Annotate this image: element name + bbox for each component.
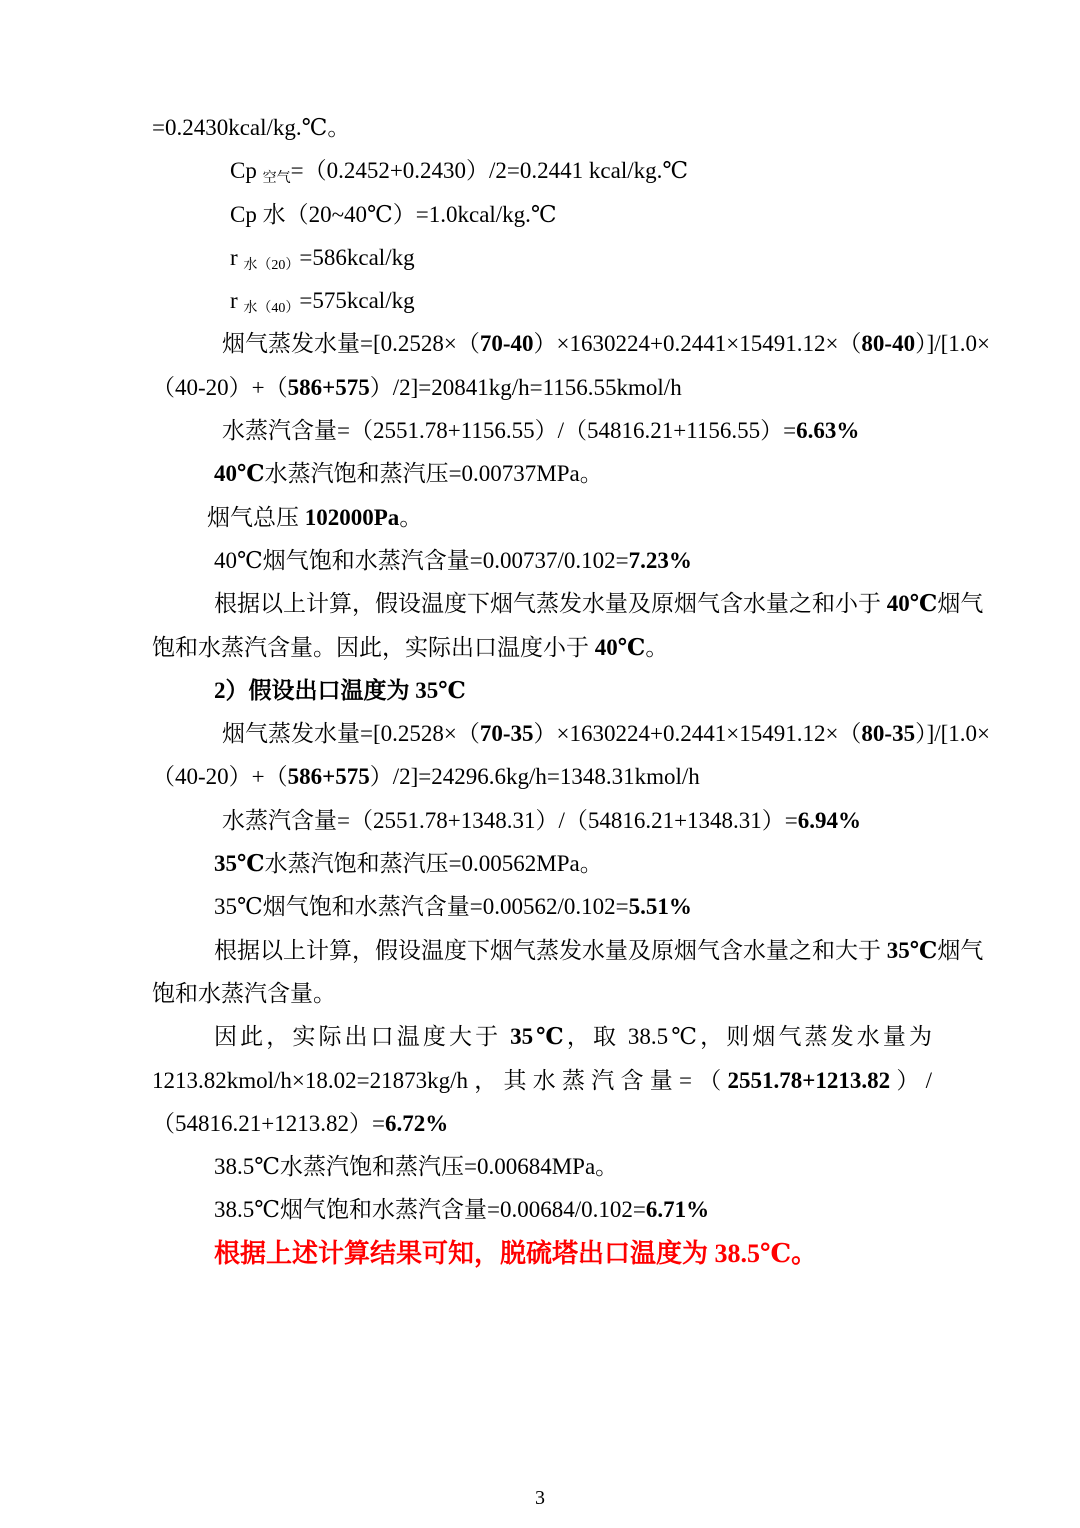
text-segment: ）]/[1.0× [915, 331, 991, 357]
text-line [152, 799, 932, 842]
text-segment: 1213.82kmol/h×18.02=21873kg/h，其水蒸汽含量=（ [152, 1067, 728, 1093]
text-line [152, 626, 932, 669]
page-number: 3 [535, 1487, 545, 1509]
text-segment: 。 [645, 634, 669, 660]
text-segment: Cp 水（20~40℃）=1.0kcal/kg.℃ [230, 201, 557, 227]
text-segment: 35℃ [886, 937, 938, 963]
text-segment: 烟气总压 [207, 504, 305, 530]
text-line [152, 582, 984, 625]
text-line [152, 149, 932, 192]
text-segment: （54816.21+1213.82）= [152, 1110, 385, 1136]
text-segment: 102000Pa [304, 504, 400, 530]
text-line [152, 755, 932, 798]
text-segment: 40℃烟气饱和水蒸汽含量=0.00737/0.102= [214, 547, 629, 573]
text-segment: ）×1630224+0.2441×15491.12×（ [533, 721, 862, 747]
text-segment: 7.23% [628, 547, 692, 573]
text-line [152, 1059, 932, 1102]
text-segment: 70-35 [479, 721, 534, 747]
text-line [152, 1232, 932, 1275]
text-segment: ）]/[1.0× [915, 721, 991, 747]
text-segment: r [230, 288, 244, 314]
text-segment: ）×1630224+0.2441×15491.12×（ [533, 331, 862, 357]
text-segment: 。 [791, 1238, 818, 1268]
text-segment: 根据以上计算，假设温度下烟气蒸发水量及原烟气含水量之和小于 [214, 591, 887, 617]
text-segment: 水蒸汽饱和蒸汽压=0.00562MPa。 [264, 851, 603, 877]
text-segment: ）/ [890, 1067, 933, 1093]
text-line [152, 409, 932, 452]
text-segment: ）/2]=20841kg/h=1156.55kmol/h [369, 374, 682, 400]
text-segment: 根据以上计算，假设温度下烟气蒸发水量及原烟气含水量之和大于 [214, 937, 887, 963]
text-segment: 饱和水蒸汽含量。因此，实际出口温度小于 [152, 634, 595, 660]
text-segment: 40℃ [214, 461, 265, 487]
text-segment: 6.63% [796, 418, 860, 444]
text-line [152, 669, 932, 712]
text-segment: 水蒸汽含量=（2551.78+1348.31）/（54816.21+1348.31）= [222, 807, 798, 833]
document-body [152, 106, 991, 1275]
text-segment: 35℃烟气饱和水蒸汽含量=0.00562/0.102= [214, 894, 629, 920]
text-segment: 35℃ [510, 1024, 567, 1050]
text-segment: 6.72% [384, 1110, 449, 1136]
text-line [152, 712, 991, 755]
text-line [152, 1102, 932, 1145]
text-segment: 饱和水蒸汽含量。 [152, 980, 336, 1006]
subscript-text: 水（20） [243, 257, 300, 273]
text-line [152, 452, 932, 495]
text-segment: （40-20）+（ [152, 374, 288, 400]
text-segment: 烟气蒸发水量=[0.2528×（ [222, 721, 480, 747]
text-line [152, 193, 932, 236]
text-line [152, 322, 991, 365]
text-segment: 水蒸汽饱和蒸汽压=0.00737MPa。 [264, 461, 603, 487]
text-segment: 80-40 [861, 331, 916, 357]
text-segment: 80-35 [861, 721, 916, 747]
text-line [152, 842, 932, 885]
text-segment: 烟气 [937, 937, 984, 963]
text-segment: 70-40 [479, 331, 534, 357]
text-line [152, 279, 932, 322]
text-line [152, 539, 932, 582]
text-line [152, 106, 932, 149]
text-segment: 。 [399, 504, 423, 530]
text-segment: =0.2430kcal/kg.℃。 [152, 115, 351, 140]
text-line [152, 496, 932, 539]
text-segment: 6.71% [645, 1197, 710, 1223]
text-segment: （40-20）+（ [152, 764, 288, 790]
text-segment: 2551.78+1213.82 [727, 1067, 891, 1093]
text-segment: 40℃ [886, 591, 938, 617]
text-segment: r [230, 244, 244, 270]
text-segment: 38.5℃烟气饱和水蒸汽含量=0.00684/0.102= [214, 1197, 646, 1223]
text-line [152, 929, 984, 972]
text-line [152, 1145, 932, 1188]
text-segment: 烟气 [937, 591, 984, 617]
text-line [152, 972, 932, 1015]
subscript-text: 水（40） [243, 301, 300, 317]
text-line [152, 1015, 932, 1058]
text-line [152, 366, 932, 409]
text-segment: 2）假设出口温度为 35℃ [214, 677, 466, 703]
text-segment: 586+575 [287, 374, 370, 400]
text-segment: 38.5℃ [714, 1238, 792, 1268]
text-segment: 因此，实际出口温度大于 [214, 1024, 511, 1050]
text-segment: 38.5℃水蒸汽饱和蒸汽压=0.00684MPa。 [214, 1154, 619, 1180]
text-segment: 35℃ [214, 851, 265, 877]
text-segment: 烟气蒸发水量=[0.2528×（ [222, 331, 480, 357]
text-segment: =586kcal/kg [299, 244, 415, 270]
text-segment: ，取 38.5℃，则烟气蒸发水量为 [566, 1024, 932, 1050]
subscript-text: 空气 [262, 171, 291, 187]
text-segment: 40℃ [594, 634, 646, 660]
text-segment: 根据上述计算结果可知，脱硫塔出口温度为 [214, 1238, 715, 1268]
text-segment: 586+575 [287, 764, 370, 790]
text-line [152, 885, 932, 928]
text-segment: 6.94% [797, 807, 862, 833]
text-line [152, 1188, 932, 1231]
text-line [152, 236, 932, 279]
text-segment: Cp [230, 158, 263, 184]
text-segment: =（0.2452+0.2430）/2=0.2441 kcal/kg.℃ [290, 158, 689, 184]
text-segment: =575kcal/kg [299, 288, 415, 314]
text-segment: 5.51% [628, 894, 692, 920]
text-segment: 水蒸汽含量=（2551.78+1156.55）/（54816.21+1156.55）= [222, 418, 797, 444]
text-segment: ）/2]=24296.6kg/h=1348.31kmol/h [369, 764, 700, 790]
